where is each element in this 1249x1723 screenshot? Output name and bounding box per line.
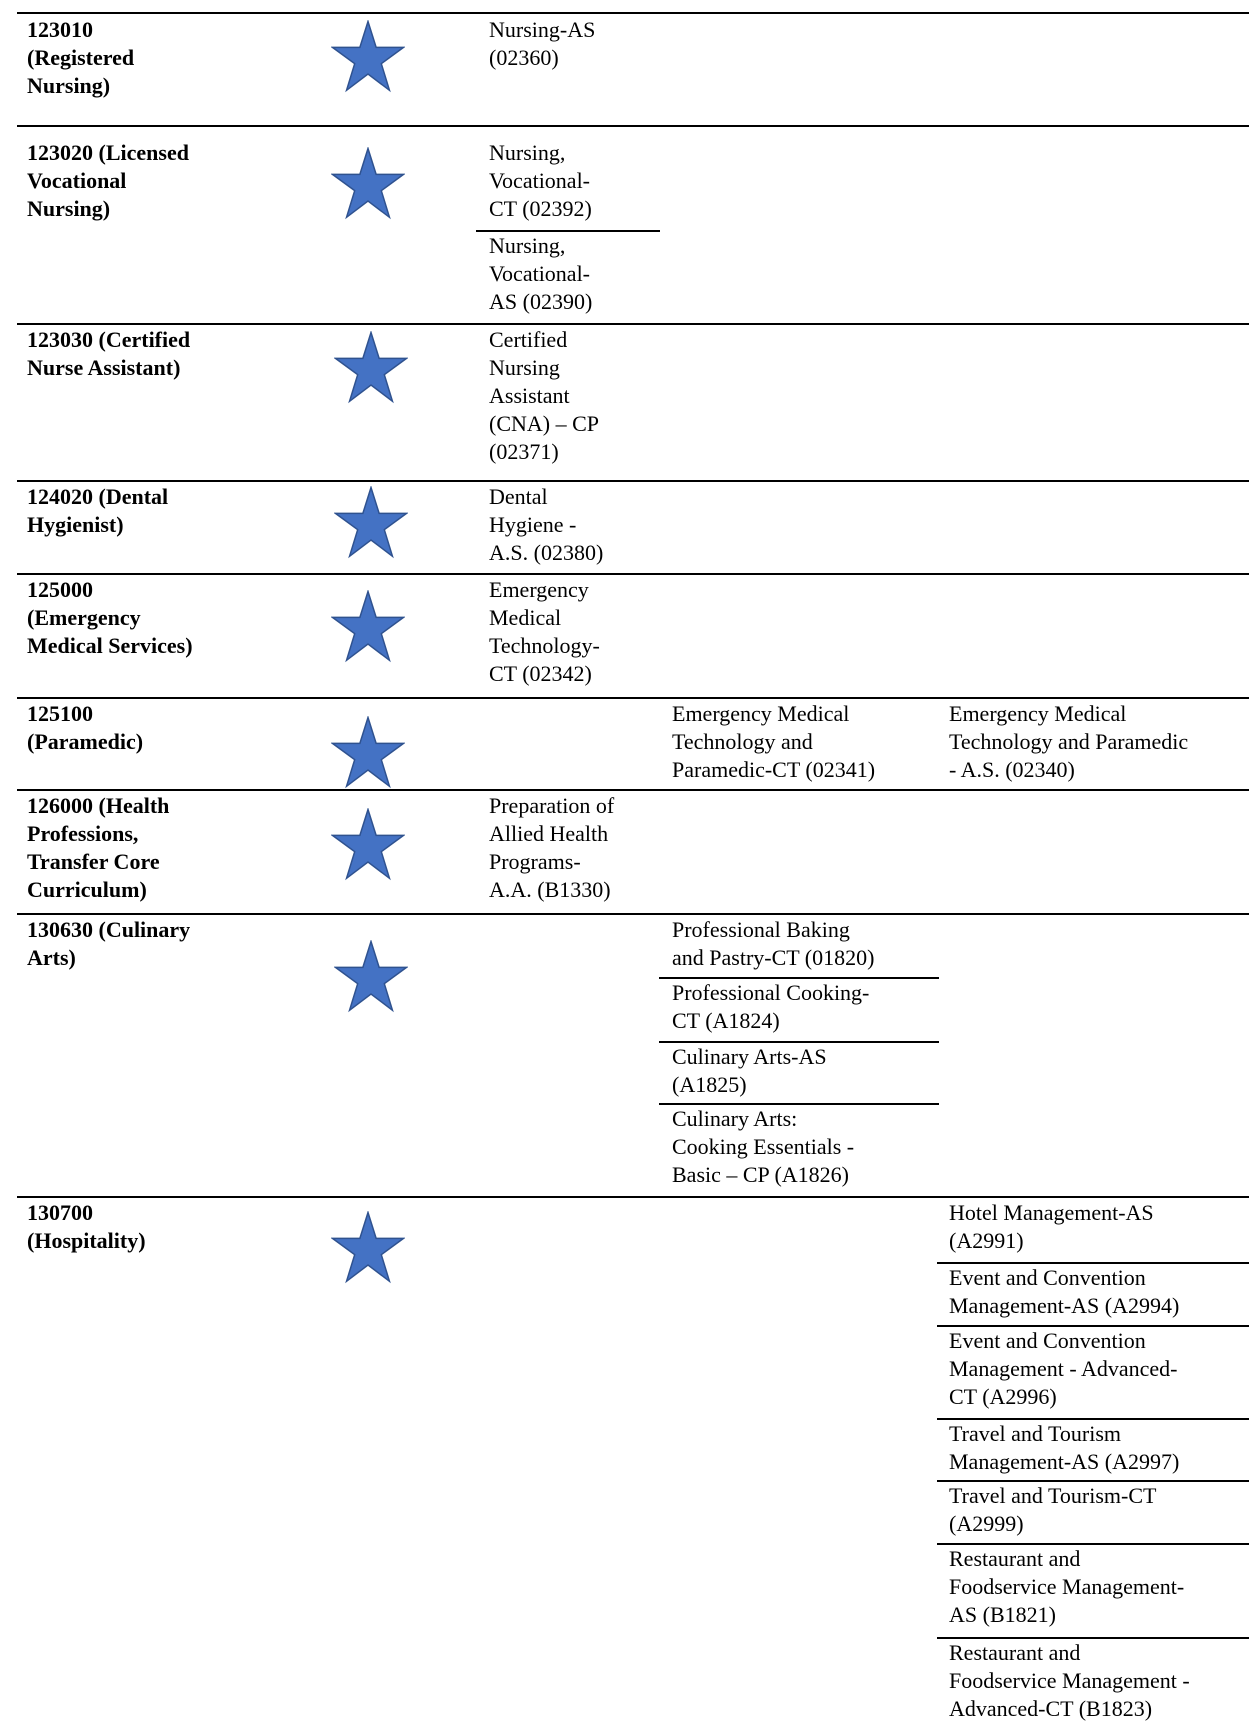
program-entry: Nursing-AS (02360)	[489, 17, 596, 70]
star-icon	[331, 20, 405, 94]
program-entry: Dental Hygiene - A.S. (02380)	[489, 484, 604, 565]
row-divider	[17, 697, 1249, 699]
star-icon	[331, 147, 405, 221]
star-icon	[331, 590, 405, 664]
program-entry: Travel and Tourism-CT (A2999)	[949, 1483, 1157, 1536]
star-icon	[331, 716, 405, 790]
program-entry: Nursing, Vocational- AS (02390)	[489, 233, 593, 314]
row-divider	[17, 12, 1249, 14]
program-entry: Restaurant and Foodservice Management- AS (B1821)	[949, 1546, 1185, 1627]
row-divider	[17, 573, 1249, 575]
program-code: 126000 (Health Professions, Transfer Core Curriculum)	[27, 793, 170, 902]
row-divider	[17, 480, 1249, 482]
program-entry: Emergency Medical Technology and Paramedic-CT (02341)	[672, 701, 876, 782]
program-code: 123010 (Registered Nursing)	[27, 17, 135, 98]
program-code: 123020 (Licensed Vocational Nursing)	[27, 140, 189, 221]
program-entry: Professional Cooking- CT (A1824)	[672, 980, 870, 1033]
program-entry: Emergency Medical Technology and Paramedic - A.S. (02340)	[949, 701, 1189, 782]
program-entry: Hotel Management-AS (A2991)	[949, 1200, 1154, 1253]
row-divider	[17, 323, 1249, 325]
star-icon	[331, 808, 405, 882]
program-entry: Professional Baking and Pastry-CT (01820)	[672, 917, 875, 970]
program-entry: Preparation of Allied Health Programs- A.A. (B1330)	[489, 793, 615, 902]
star-icon	[334, 940, 408, 1014]
program-code: 130700 (Hospitality)	[27, 1200, 146, 1253]
program-code: 125000 (Emergency Medical Services)	[27, 577, 193, 658]
program-entry: Nursing, Vocational- CT (02392)	[489, 140, 592, 221]
program-entry: Event and Convention Management-AS (A2994)	[949, 1265, 1180, 1318]
program-entry: Restaurant and Foodservice Management - Advanced-CT (B1823)	[949, 1640, 1190, 1721]
program-code: 125100 (Paramedic)	[27, 701, 144, 754]
row-divider	[17, 913, 1249, 915]
program-code: 124020 (Dental Hygienist)	[27, 484, 169, 537]
row-divider	[17, 1196, 1249, 1198]
program-entry: Event and Convention Management - Advanced- CT (A2996)	[949, 1328, 1178, 1409]
program-entry: Travel and Tourism Management-AS (A2997)	[949, 1421, 1180, 1474]
program-entry: Culinary Arts-AS (A1825)	[672, 1044, 827, 1097]
row-divider	[17, 789, 1249, 791]
program-entry: Certified Nursing Assistant (CNA) – CP (02371)	[489, 327, 600, 464]
program-entry: Culinary Arts: Cooking Essentials - Basic – CP (A1826)	[672, 1106, 855, 1187]
program-entry: Emergency Medical Technology- CT (02342)	[489, 577, 600, 686]
row-divider	[17, 125, 1249, 127]
program-code: 123030 (Certified Nurse Assistant)	[27, 327, 191, 380]
program-code: 130630 (Culinary Arts)	[27, 917, 191, 970]
star-icon	[334, 486, 408, 560]
star-icon	[331, 1211, 405, 1285]
star-icon	[334, 331, 408, 405]
